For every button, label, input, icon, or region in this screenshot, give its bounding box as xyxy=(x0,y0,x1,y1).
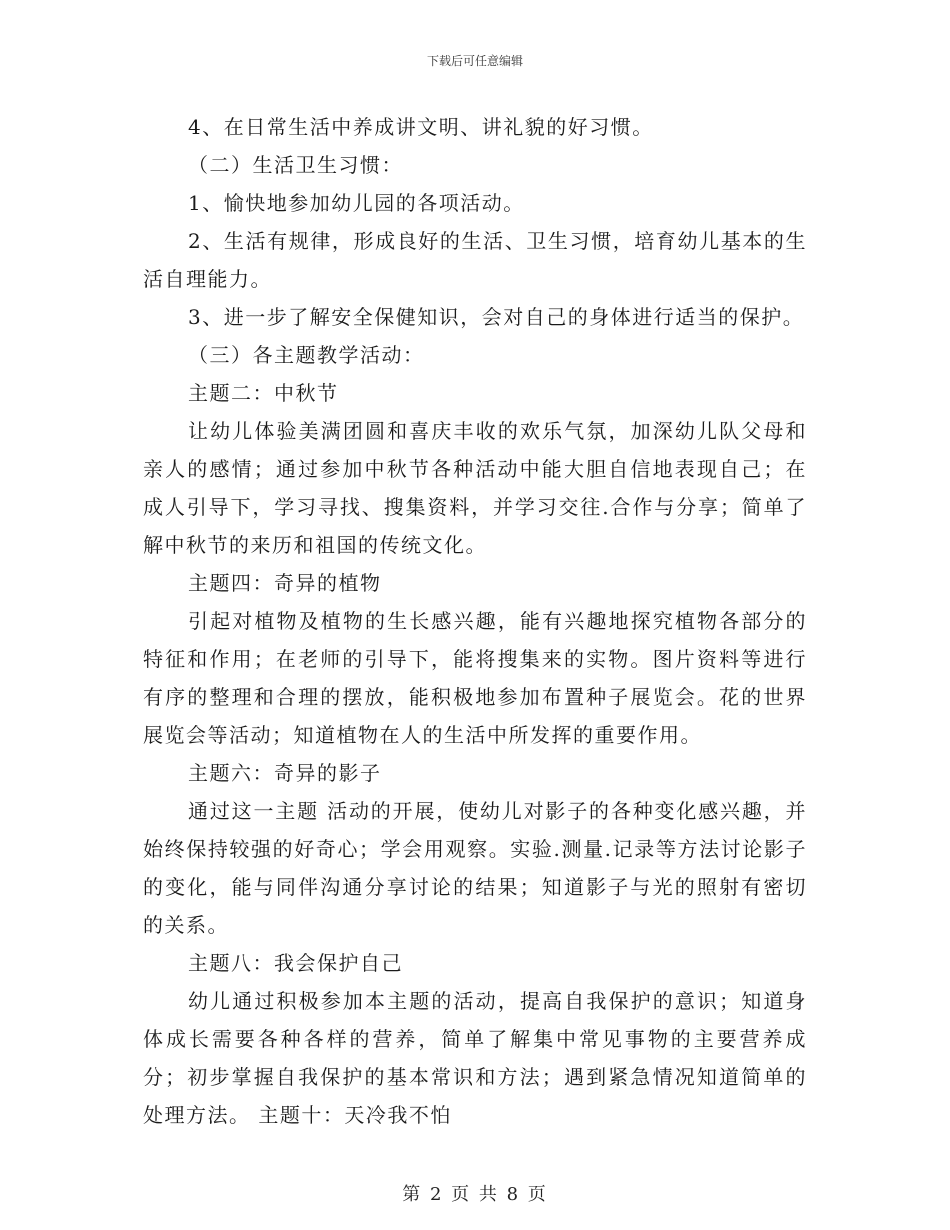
theme-heading: 主题二：中秋节 xyxy=(188,381,339,405)
paragraph: 1、愉快地参加幼儿园的各项活动。 xyxy=(188,191,525,215)
theme-heading: 主题八：我会保护自己 xyxy=(188,951,403,975)
section-heading: （三）各主题教学活动： xyxy=(188,343,425,367)
theme-heading: 主题四：奇异的植物 xyxy=(188,571,382,595)
paragraph: 通过这一主题 活动的开展，使幼儿对影子的各种变化感兴趣，并始终保持较强的好奇心；学会用观察。实验.测量.记录等方法讨论影子的变化，能与同伴沟通分享讨论的结果；知道影子与光的照射有密切的关系。 xyxy=(143,799,807,937)
paragraph: 3、进一步了解安全保健知识，会对自己的身体进行适当的保护。 xyxy=(188,305,805,329)
document-body xyxy=(143,108,807,1134)
paragraph: 2、生活有规律，形成良好的生活、卫生习惯，培育幼儿基本的生活自理能力。 xyxy=(143,229,807,291)
paragraph: 4、在日常生活中养成讲文明、讲礼貌的好习惯。 xyxy=(188,115,654,139)
paragraph: 幼儿通过积极参加本主题的活动，提高自我保护的意识；知道身体成长需要各种各样的营养，简单了解集中常见事物的主要营养成分；初步掌握自我保护的基本常识和方法；遇到紧急情况知道简单的处理方法。 主题十：天冷我不怕 xyxy=(143,989,807,1127)
page-number: 第 2 页 共 8 页 xyxy=(402,1184,548,1205)
theme-heading: 主题六：奇异的影子 xyxy=(188,761,382,785)
paragraph: 引起对植物及植物的生长感兴趣，能有兴趣地探究植物各部分的特征和作用；在老师的引导下，能将搜集来的实物。图片资料等进行有序的整理和合理的摆放，能积极地参加布置种子展览会。花的世界展览会等活动；知道植物在人的生活中所发挥的重要作用。 xyxy=(143,609,807,747)
section-heading: （二）生活卫生习惯： xyxy=(188,153,403,177)
header-note: 下载后可任意编辑 xyxy=(426,54,523,68)
paragraph: 让幼儿体验美满团圆和喜庆丰收的欢乐气氛，加深幼儿队父母和亲人的感情；通过参加中秋节各种活动中能大胆自信地表现自己；在成人引导下，学习寻找、搜集资料，并学习交往.合作与分享；简单了解中秋节的来历和祖国的传统文化。 xyxy=(143,419,807,557)
